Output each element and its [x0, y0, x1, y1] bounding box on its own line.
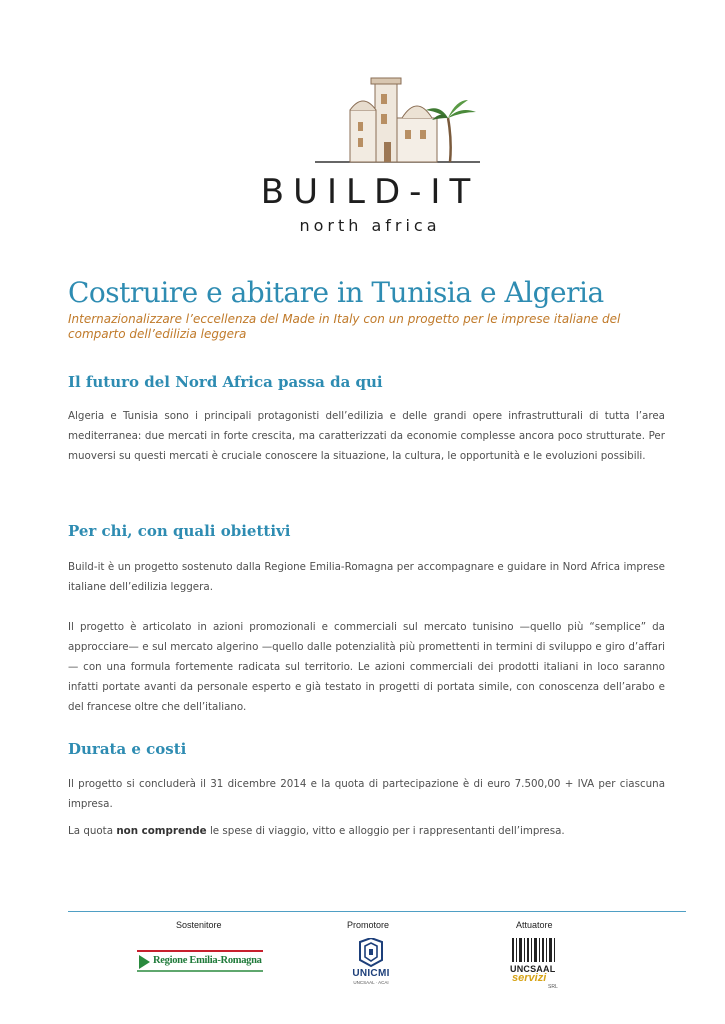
- unicmi-sub: UNCSAAL · ACAI: [353, 980, 389, 985]
- section-paragraph: Il progetto si concluderà il 31 dicembre 2014 e la quota di partecipazione è di euro 7.500,00 + IVA per ciascuna impresa.: [68, 778, 665, 810]
- uncsaal-name: UNCSAAL: [510, 964, 556, 974]
- quota-note-before: La quota: [68, 825, 117, 837]
- footer-label-sostenitore: Sostenitore: [176, 920, 222, 930]
- unicmi-logo: [346, 938, 396, 988]
- uncsaal-barcode-icon: [508, 936, 566, 964]
- section-title-futuro: Il futuro del Nord Africa passa da qui: [68, 373, 383, 391]
- section-paragraph: Algeria e Tunisia sono i principali protagonisti dell’edilizia e delle grandi opere infrastrutturali di tutta l’area mediterranea: due mercati in forte crescita, ma caratterizzati da economie complesse ancora poco strutturate. Per muoversi su questi mercati è cruciale conoscere la situazione, la cultura, le opportunità e le evoluzioni possibili.: [68, 410, 665, 462]
- quota-note-after: le spese di viaggio, vitto e alloggio per i rappresentanti dell’impresa.: [206, 825, 565, 837]
- uncsaal-srl: SRL: [548, 984, 558, 990]
- section-paragraph: Il progetto è articolato in azioni promozionali e commerciali sul mercato tunisino —quello più “semplice” da approcciare— e sul mercato algerino —quello dalle potenzialità più promettenti in termini di sviluppo e giro d’affari— con una formula fortemente radicata sul territorio. Le azioni commerciali dei prodotti italiani in loco saranno infatti portate avanti da personale esperto e già testato in progetti di portata simile, con conoscenza dell’arabo e del francese oltre che dell’italiano.: [68, 621, 665, 713]
- unicmi-mark-icon: [346, 938, 396, 968]
- footer-label-attuatore: Attuatore: [516, 920, 553, 930]
- rer-name: Regione Emilia-Romagna: [153, 955, 262, 966]
- quota-note: [68, 821, 665, 841]
- page-title: Costruire e abitare in Tunisia e Algeria: [68, 276, 604, 309]
- footer-divider: [68, 911, 686, 912]
- section-title-obiettivi: Per chi, con quali obiettivi: [68, 522, 291, 540]
- brand-name: BUILD-IT: [260, 172, 480, 212]
- page-subtitle: Internazionalizzare l’eccellenza del Made in Italy con un progetto per le imprese italiane del comparto dell’edilizia leggera: [68, 312, 621, 341]
- regione-emilia-romagna-logo: [137, 950, 263, 972]
- footer-label-promotore: Promotore: [347, 920, 390, 930]
- section-paragraph: Build-it è un progetto sostenuto dalla Regione Emilia-Romagna per accompagnare e guidare in Nord Africa imprese italiane dell’edilizia leggera.: [68, 561, 665, 593]
- building-palm-illustration: [280, 70, 480, 170]
- build-it-logo: [250, 70, 490, 240]
- uncsaal-servizi-logo: [508, 936, 566, 992]
- unicmi-name: UNICMI: [352, 968, 390, 979]
- brand-subname: north africa: [299, 216, 441, 235]
- uncsaal-servizi: servizi: [512, 972, 547, 984]
- quota-note-emphasis: non comprende: [116, 825, 207, 837]
- section-title-durata: Durata e costi: [68, 740, 187, 758]
